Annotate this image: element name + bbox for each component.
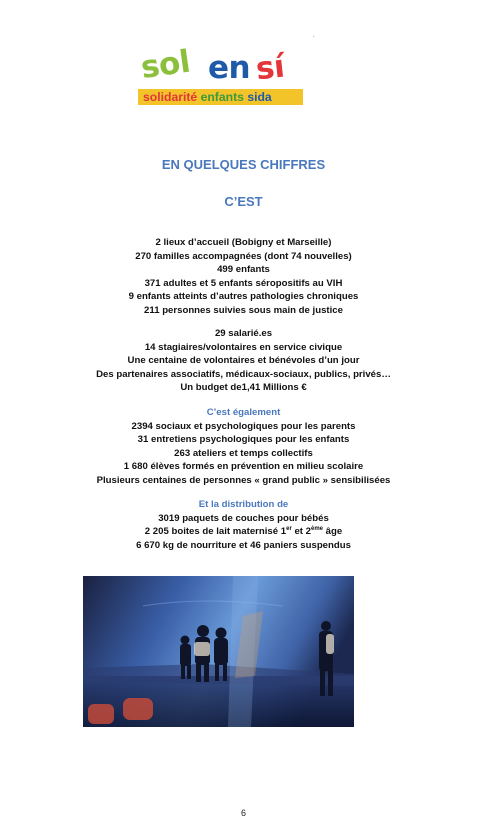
tiny-mark: . (313, 33, 315, 39)
figure-line: Des partenaires associatifs, médicaux-sociaux, publics, privés… (96, 368, 391, 380)
logo (138, 43, 303, 113)
figure-line: 2 205 boites de lait maternisé 1er et 2ème âge (144, 525, 343, 537)
figure-line: 211 personnes suivies sous main de justice (144, 304, 343, 316)
figures-block-4 (0, 498, 487, 552)
page-number: 6 (240, 808, 246, 818)
section-heading-also: C’est également (206, 407, 281, 418)
figure-line: 263 ateliers et temps collectifs (174, 447, 313, 459)
logo-word-en: en (208, 50, 251, 86)
figures-block-1 (0, 236, 487, 317)
figure-line: Une centaine de volontaires et bénévoles d’un jour (127, 355, 360, 366)
figure-line: 14 stagiaires/volontaires en service civique (144, 341, 343, 353)
logo-tagline: solidarité enfants sida (143, 90, 272, 104)
logo-word-sol: sol (138, 43, 193, 87)
figure-line: 499 enfants (217, 264, 270, 275)
figure-line: 29 salarié.es (214, 328, 273, 339)
section-heading-distribution: Et la distribution de (198, 499, 289, 510)
figure-line: 6 670 kg de nourriture et 46 paniers suspendus (136, 539, 351, 551)
figure-line: 3019 paquets de couches pour bébés (158, 512, 329, 524)
figure-line: Un budget de1,41 Millions € (180, 382, 307, 393)
figures-block-3 (0, 406, 487, 487)
page-subtitle: C’EST (224, 194, 263, 209)
photo-children-silhouettes (83, 576, 354, 727)
figure-line: 2 lieux d’accueil (Bobigny et Marseille) (155, 237, 332, 248)
photo-illustration (83, 576, 354, 727)
figures-block-2 (0, 327, 487, 395)
page-title: EN QUELQUES CHIFFRES (161, 157, 326, 172)
figure-line: 371 adultes et 5 enfants séropositifs au VIH (144, 277, 343, 289)
figure-line: 31 entretiens psychologiques pour les enfants (137, 434, 350, 445)
figure-line: 2394 sociaux et psychologiques pour les parents (131, 420, 356, 432)
figure-line: 270 familles accompagnées (dont 74 nouvelles) (135, 250, 352, 262)
figure-line: Plusieurs centaines de personnes « grand public » sensibilisées (96, 474, 391, 486)
figure-line: 9 enfants atteints d’autres pathologies chroniques (128, 291, 359, 302)
logo-word-si: sí (254, 48, 286, 88)
figure-line: 1 680 élèves formés en prévention en milieu scolaire (123, 461, 364, 472)
